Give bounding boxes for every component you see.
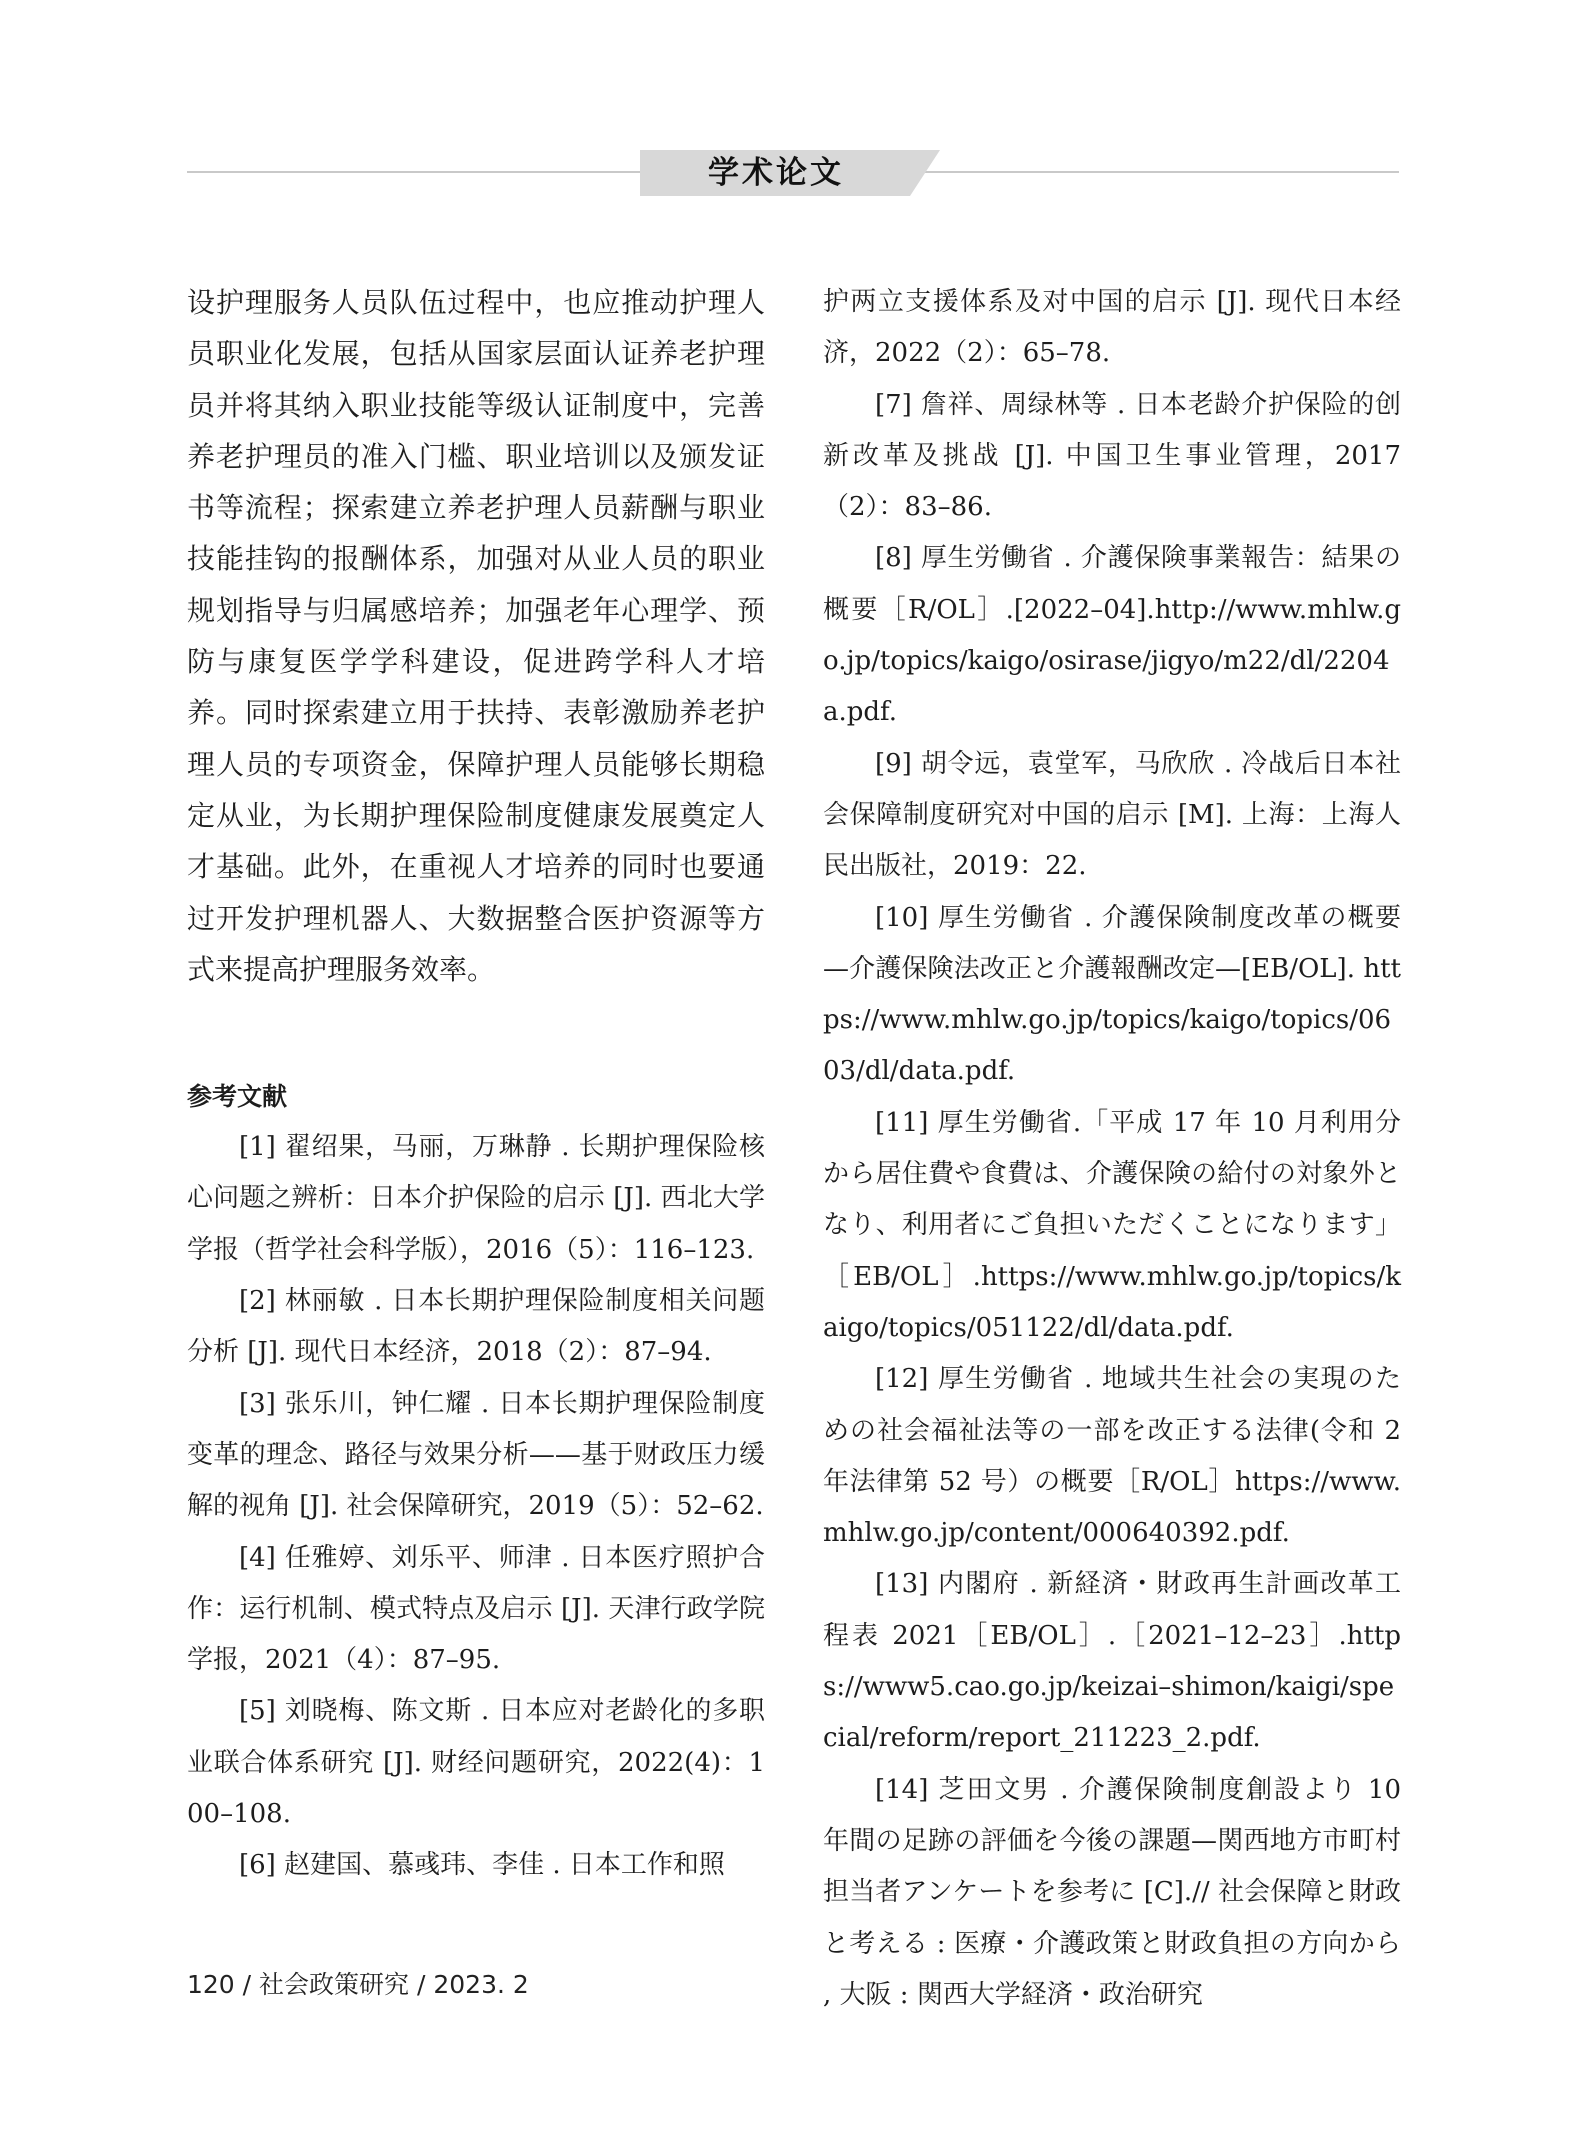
- reference-item-4: [4] 任雅婷、刘乐平、师津 . 日本医疗照护合作：运行机制、模式特点及启示 [J]. 天津行政学院学报，2021（4）：87–95.: [187, 1542, 765, 1676]
- page-footer: 120 / 社会政策研究 / 2023. 2: [187, 1970, 529, 1999]
- reference-item-1: [1] 翟绍果，马丽，万琳静 . 长期护理保险核心问题之辨析：日本介护保险的启示 [J]. 西北大学学报（哲学社会科学版），2016（5）：116–123.: [187, 1132, 765, 1265]
- paragraph-gap: [187, 995, 765, 1071]
- body-paragraph: 设护理服务人员队伍过程中，也应推动护理人员职业化发展，包括从国家层面认证养老护理员并将其纳入职业技能等级认证制度中，完善养老护理员的准入门槛、职业培训以及颁发证书等流程；探索建立养老护理人员薪酬与职业技能挂钩的报酬体系，加强对从业人员的职业规划指导与归属感培养；加强老年心理学、预防与康复医学学科建设，促进跨学科人才培养。同时探索建立用于扶持、表彰激励养老护理人员的专项资金，保障护理人员能够长期稳定从业，为长期护理保险制度健康发展奠定人才基础。此外，在重视人才培养的同时也要通过开发护理机器人、大数据整合医护资源等方式来提高护理服务效率。: [187, 286, 765, 986]
- reference-item-2: [2] 林丽敏 . 日本长期护理保险制度相关问题分析 [J]. 现代日本经济，2018（2）：87–94.: [187, 1286, 765, 1368]
- left-column: [187, 277, 765, 1892]
- reference-item-3: [3] 张乐川，钟仁耀 . 日本长期护理保险制度变革的理念、路径与效果分析——基于财政压力缓解的视角 [J]. 社会保障研究，2019（5）：52–62.: [187, 1388, 765, 1522]
- reference-item-6-continuation: 护两立支援体系及对中国的启示 [J]. 现代日本经济，2022（2）：65–78.: [823, 287, 1401, 369]
- reference-item-8: [8] 厚生労働省 . 介護保険事業報告：結果の概要［R/OL］.[2022–04].http://www.mhlw.go.jp/topics/kaigo/osirase/jigyo/m22/dl/2204a.pdf.: [823, 543, 1401, 728]
- references-heading: 参考文献: [187, 1082, 288, 1112]
- reference-item-6: [6] 赵建国、慕彧玮、李佳 . 日本工作和照: [239, 1850, 725, 1881]
- reference-item-7: [7] 詹祥、周绿林等 . 日本老龄介护保险的创新改革及挑战 [J]. 中国卫生事业管理，2017（2）：83–86.: [823, 389, 1401, 523]
- section-title: 学术论文: [708, 155, 844, 191]
- reference-item-13: [13] 内閣府 . 新経済・財政再生計画改革工程表 2021［EB/OL］.［2021–12–23］.https://www5.cao.go.jp/keizai–shimon/kaigi/special/reform/report_211223_2.pdf.: [823, 1569, 1401, 1754]
- reference-item-11: [11] 厚生労働省.「平成 17 年 10 月利用分から居住費や食費は、介護保険の給付の対象外となり、利用者にご負担いただくことになります」［EB/OL］.https://www.mhlw.go.jp/topics/kaigo/topics/051122/dl/data.pdf.: [823, 1107, 1401, 1343]
- reference-item-10: [10] 厚生労働省 . 介護保険制度改革の概要—介護保険法改正と介護報酬改定—[EB/OL]. https://www.mhlw.go.jp/topics/kaigo/topics/0603/dl/data.pdf.: [823, 902, 1401, 1087]
- reference-item-12: [12] 厚生労働省 . 地域共生社会の実現のための社会福祉法等の一部を改正する法律(令和 2 年法律第 52 号）の概要［R/OL］https://www.mhlw.go.jp/content/000640392.pdf.: [823, 1364, 1401, 1549]
- reference-item-9: [9] 胡令远，袁堂军，马欣欣 . 冷战后日本社会保障制度研究对中国的启示 [M]. 上海：上海人民出版社，2019：22.: [823, 748, 1401, 882]
- right-column: [823, 277, 1401, 2021]
- reference-item-14: [14] 芝田文男 . 介護保険制度創設より 10 年間の足跡の評価を今後の課題—関西地方市町村担当者アンケートを参考に [C].// 社会保障と財政と考える : 医療・介護政策と財政負担の方向から , 大阪 : 関西大学経済・政治研究: [823, 1774, 1401, 2010]
- reference-item-5: [5] 刘晓梅、陈文斯 . 日本应对老龄化的多职业联合体系研究 [J]. 财经问题研究，2022(4)：100–108.: [187, 1696, 765, 1830]
